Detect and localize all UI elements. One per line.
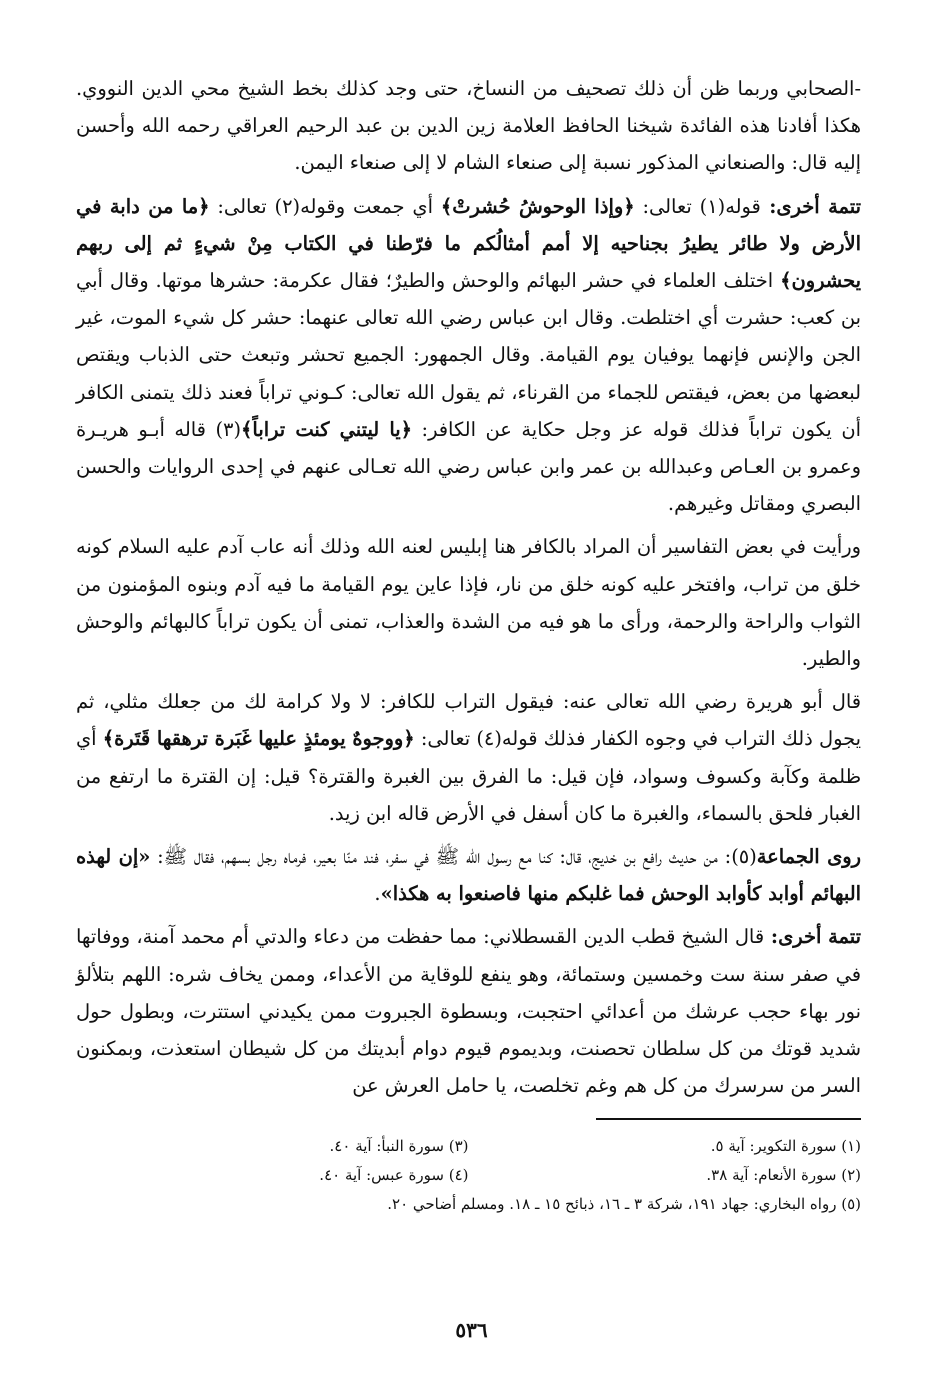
paragraph-p1 [76, 70, 861, 182]
bold-text: ﴿ما من دابة في الأرض ولا طائر يطيرُ بجناحيه إلا أمم أمثالُكم ما فرّطنا في الكتاب مِنْ شيءٍ ثم إلى ربهم يحشرون﴾ [76, 194, 861, 293]
text-segment: (٣) [215, 417, 242, 441]
text-segment: قال أبو هريرة رضي الله تعالى عنه: فيقول التراب للكافر: لا ولا كرامة لك من جعلك مثلي، ثم يجول ذلك التراب في وجوه الكفار فذلك قوله [76, 690, 861, 751]
footnote-1: (١) سورة التكوير: آية ٥. [710, 1137, 861, 1156]
paragraph-p6 [76, 918, 861, 1104]
text-segment: قاله أبـو هريـرة وعمرو بن العـاص وعبدالله بن عمر وابن عباس رضي الله تعـالى عنهم في إحدى الروايات والحسن البصري ومقاتل وغيرهم. [76, 417, 861, 516]
text-segment: . [374, 882, 381, 906]
paragraph-p2 [76, 188, 861, 523]
footnote-2: (٢) سورة الأنعام: آية ٣٨. [706, 1166, 861, 1185]
text-segment: قوله [725, 194, 761, 218]
text-segment: تعالى: [634, 194, 700, 218]
bold-text: ﴿ووجوهٌ يومئذٍ عليها غَبَرة ترهقها قَتَرة﴾ [102, 727, 415, 751]
bold-text: تتمة أخرى: [760, 194, 861, 218]
bold-text: روى الجماعة [756, 845, 861, 869]
text-segment: أي ظلمة وكآبة وكسوف وسواد، فإن قيل: ما الفرق بين الغبرة والقترة؟ قيل: إن القترة ما ارتفع من الغبار فلحق بالسماء، والغبرة ما كان أسفل في الأرض قاله ابن زيد. [76, 727, 861, 825]
body-text [76, 70, 861, 1104]
text-segment: (٤) [476, 727, 502, 751]
text-segment: اختلف العلماء في حشر البهائم والوحش والطيرٌ؛ فقال عكرمة: حشرها موتها. وقال أبي بن كعب: حشرت أي اختلطت. وقال ابن عباس رضي الله تعالى عنهما: حشر كل شيء الموت، غير الجن والإنس فإنهما يوفيان يوم القيامة. وقال الجمهور: الجميع تحشر وتبعث حتى الذباب ويقتص لبعضها من بعض، فيقتص للجماء من القرناء، ثم يقول الله تعالى: كـوني تراباً فعند ذلك يتمنى الكافر أن يكون تراباً فذلك قوله عز وجل حكاية عن الكافر: [76, 269, 861, 441]
text-segment: أي جمعت وقوله [300, 194, 441, 218]
footnote-3: (٣) سورة النبأ: آية ٤٠. [329, 1137, 469, 1156]
footnote-4: (٤) سورة عبس: آية ٤٠. [319, 1166, 469, 1185]
text-segment: : من حديث رافع بن خديج، قال: كنا مع رسول الله ﷺ في سفر، فند منّا بعير، فرماه رجل بسهم، فقال ﷺ: [150, 845, 732, 869]
text-segment: قال الشيخ قطب الدين القسطلاني: مما حفظت من دعاء والدتي أم محمد آمنة، ووفاتها في صفر سنة ست وخمسين وستمائة، وهو ينفع للوقاية من الأعداء، وممن يخاف شره: اللهم بتلألؤ نور بهاء حجب عرشك من أعدائي احتجبت، وبسطوة الجبروت ممن يكيدني استترت، وبطول حول شديد قوتك من كل سلطان تحصنت، وبديموم قيوم دوام أبديتك من كل شيطان استعذت، وبمكنون السر من سرسرك من كل هم وغم تخلصت، يا حامل العرش عن [76, 925, 861, 1098]
text-segment: تعالى: [414, 727, 477, 751]
paragraph-p4 [76, 683, 861, 832]
bold-text: تتمة أخرى: [764, 925, 861, 949]
text-segment: (١) [699, 194, 726, 218]
footnotes [76, 1132, 861, 1219]
text-segment: -الصحابي وربما ظن أن ذلك تصحيف من النساخ، حتى وجد كذلك بخط الشيخ محي الدين النووي. هكذا أفادنا هذه الفائدة شيخنا الحافظ العلامة زين الدين بن عبد الرحيم العراقي رحمه الله وأحسن إليه قال: والصنعاني المذكور نسبة إلى صنعاء الشام لا إلى صنعاء اليمن. [76, 77, 861, 175]
text-segment: ورأيت في بعض التفاسير أن المراد بالكافر هنا إبليس لعنه الله وذلك أنه عاب آدم عليه السلام كونه خلق من تراب، وافتخر عليه كونه خلق من نار، فإذا عاين يوم القيامة ما فيه آدم وبنوه المؤمنون من الثواب والراحة والرحمة، ورأى ما هو فيه من الشدة والعذاب، تمنى أن يكون تراباً كالبهائم والوحش والطير. [76, 535, 861, 671]
footnote-5: (٥) رواه البخاري: جهاد ١٩١، شركة ٣ ـ ١٦، ذبائح ١٥ ـ ١٨. ومسلم أضاحي ٢٠. [387, 1195, 861, 1214]
paragraph-p3 [76, 528, 861, 677]
bold-text: «إن لهذه البهائم أوابد كأوابد الوحش فما غلبكم منها فاصنعوا به هكذا» [76, 845, 861, 906]
footnote-divider [596, 1118, 861, 1120]
page-number: ٥٣٦ [455, 1318, 488, 1342]
footnote-row [76, 1132, 861, 1161]
text-segment: (٥) [731, 845, 757, 869]
text-segment: تعالى: [209, 194, 275, 218]
bold-text: ﴿وإذا الوحوشُ حُشرتْ﴾ [440, 194, 635, 218]
paragraph-p5 [76, 838, 861, 912]
text-segment: (٢) [274, 194, 301, 218]
footnote-row [76, 1161, 861, 1190]
bold-text: ﴿يا ليتني كنت تراباً﴾ [241, 417, 413, 441]
